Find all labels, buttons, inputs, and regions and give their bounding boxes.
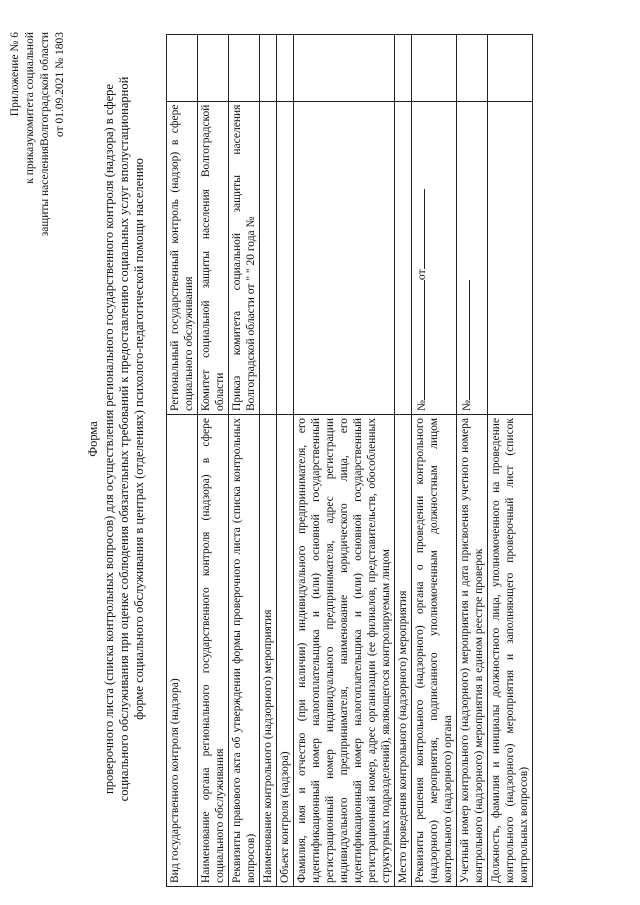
table-row bbox=[395, 35, 412, 887]
blank-line bbox=[458, 280, 470, 400]
document-title bbox=[86, 59, 147, 819]
blank-line bbox=[413, 280, 425, 400]
title-text: проверочного листа (списка контрольных вопросов) для осуществления регионального государственного контроля (надзора) в сфере социального обслуживания при оценке соблюдения обязательных требований к предоставлению социальных услуг вполустационарной форме социального обслуживания в центрах (отделениях) психолого-педагогической помощи населению bbox=[102, 76, 146, 802]
row-value-suffix: от bbox=[416, 269, 428, 280]
table-row bbox=[260, 35, 277, 887]
row-value-text: Региональный государственный контроль (надзор) в сфере социального обслуживания bbox=[169, 104, 195, 411]
row-extra bbox=[229, 35, 260, 102]
row-value-text: № bbox=[416, 400, 428, 411]
table-row bbox=[277, 35, 294, 887]
row-value bbox=[167, 101, 198, 414]
row-value-text: Комитет социальной защиты населения Волгоградской области bbox=[200, 104, 226, 411]
row-value bbox=[260, 101, 277, 414]
row-value bbox=[395, 101, 412, 414]
row-extra bbox=[167, 35, 198, 102]
table-row bbox=[294, 35, 395, 887]
row-label: Вид государственного контроля (надзора) bbox=[167, 414, 198, 886]
row-value bbox=[277, 101, 294, 414]
row-value bbox=[229, 101, 260, 414]
row-label: Учетный номер контрольного (надзорного) мероприятия и дата присвоения учетного номера контрольного (надзорного) мероприятия в едином реестре проверок bbox=[457, 414, 488, 886]
row-extra bbox=[294, 35, 395, 102]
row-label: Место проведения контрольного (надзорного) мероприятия bbox=[395, 414, 412, 886]
row-extra bbox=[277, 35, 294, 102]
row-value-text: № bbox=[461, 400, 473, 411]
annex-line: защиты населенияВолгоградской области bbox=[39, 32, 51, 237]
row-value bbox=[412, 101, 457, 414]
row-value bbox=[198, 101, 229, 414]
row-extra bbox=[395, 35, 412, 102]
row-extra bbox=[488, 35, 533, 102]
table-row bbox=[198, 35, 229, 887]
title-form: Форма bbox=[86, 421, 100, 457]
row-label: Должность, фамилия и инициалы должностного лица, уполномоченного на проведение контрольного (надзорного) мероприятия и заполняющего проверочный лист (список контрольных вопросов) bbox=[488, 414, 533, 886]
row-extra bbox=[198, 35, 229, 102]
annex-line: к приказукомитета социальной bbox=[24, 32, 36, 184]
table-row bbox=[488, 35, 533, 887]
row-extra bbox=[412, 35, 457, 102]
row-extra bbox=[260, 35, 277, 102]
row-label: Наименование контрольного (надзорного) мероприятия bbox=[260, 414, 277, 886]
row-value-text: Приказ комитета социальной защиты населения Волгоградской области от " " 20 года № bbox=[231, 104, 257, 411]
annex-line: от 01.09.2021 № 1803 bbox=[54, 32, 66, 137]
row-label: Реквизиты правового акта об утверждении формы проверочного листа (списка контрольных вопросов) bbox=[229, 414, 260, 886]
annex-block bbox=[8, 32, 68, 282]
table-row bbox=[229, 35, 260, 887]
table-row bbox=[457, 35, 488, 887]
row-label: Реквизиты решения контрольного (надзорного) органа о проведении контрольного (надзорного) мероприятия, подписанного уполномоченным должностным лицом контрольного (надзорного) органа bbox=[412, 414, 457, 886]
table-row bbox=[167, 35, 198, 887]
table-row bbox=[412, 35, 457, 887]
row-value bbox=[488, 101, 533, 414]
annex-line: Приложение № 6 bbox=[9, 32, 21, 117]
row-value bbox=[457, 101, 488, 414]
row-label: Объект контроля (надзора) bbox=[277, 414, 294, 886]
row-extra bbox=[457, 35, 488, 102]
checklist-header-table bbox=[166, 34, 533, 887]
blank-line bbox=[413, 189, 425, 269]
row-label: Наименование органа регионального государственного контроля (надзора) в сфере социального обслуживания bbox=[198, 414, 229, 886]
row-label: Фамилия, имя и отчество (при наличии) индивидуального предпринимателя, его идентификационный номер налогоплательщика и (или) основной государственный регистрационный номер индивидуального предпринимателя, адрес регистрации индивидуального предпринимателя, наименование юридического лица, его идентификационный номер налогоплательщика и (или) основной государственный регистрационный номер, адрес организации (ее филиалов, представительств, обособленных структурных подразделений), являющегося контролируемым лицом bbox=[294, 414, 395, 886]
row-value bbox=[294, 101, 395, 414]
